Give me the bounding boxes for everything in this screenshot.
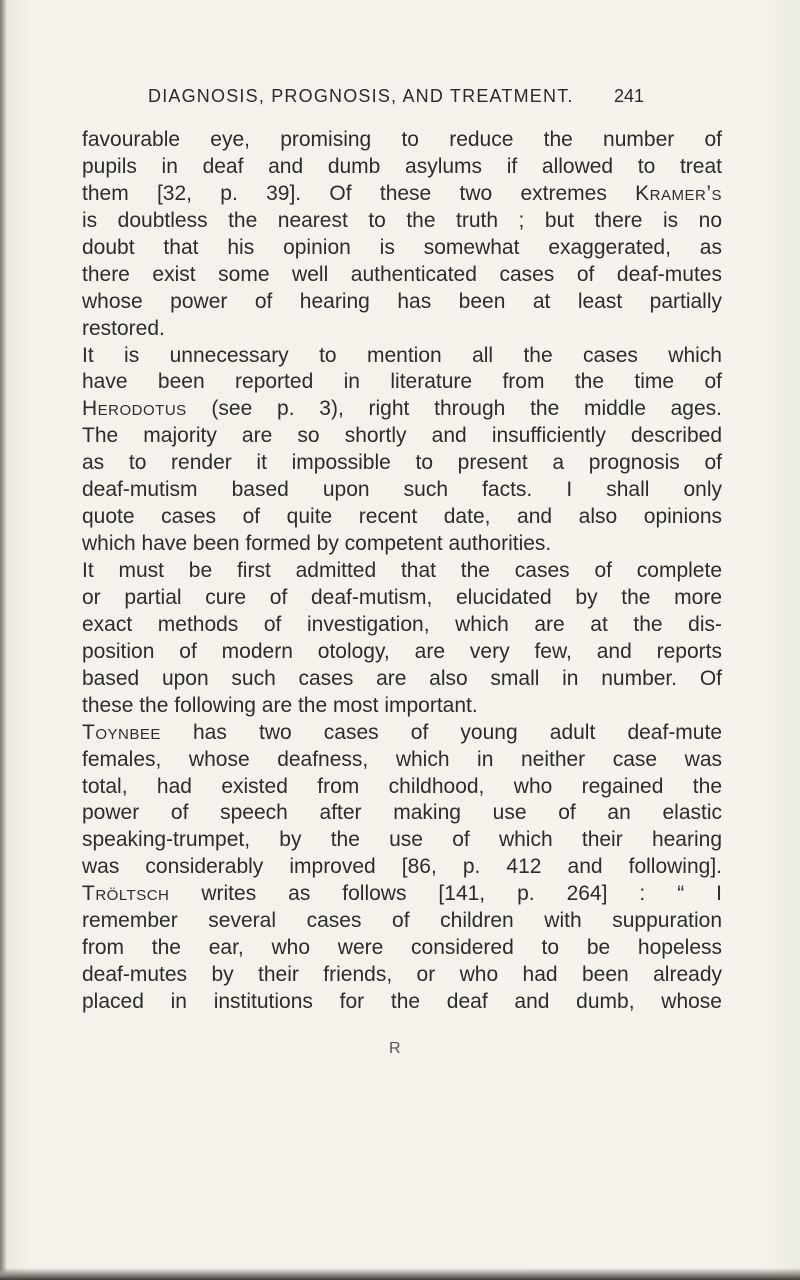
page-left-edge (0, 0, 7, 1280)
text-fragment: (see p. 3), right through the middle ages. (186, 397, 722, 421)
page-bottom-edge (0, 1268, 800, 1280)
text-line: or partial cure of deaf-mutism, elucidated by the more (82, 585, 722, 609)
running-head (148, 86, 698, 107)
author-name-herodotus: Herodotus (82, 397, 187, 421)
text-line (82, 720, 722, 747)
text-line: females, whose deafness, which in neither case was (82, 747, 722, 771)
author-name-toynbee: Toynbee (82, 720, 161, 744)
text-line: position of modern otology, are very few, and reports (82, 639, 722, 663)
text-line: deaf-mutism based upon such facts. I shall only (82, 478, 722, 502)
text-line: power of speech after making use of an elastic (82, 801, 722, 825)
body-text (82, 127, 722, 1016)
text-line: It is unnecessary to mention all the cases which (82, 343, 722, 367)
text-line: total, had existed from childhood, who regained the (82, 774, 722, 798)
text-line: from the ear, who were considered to be hopeless (82, 936, 722, 960)
text-line: based upon such cases are also small in number. Of (82, 666, 722, 690)
text-line: as to render it impossible to present a prognosis of (82, 451, 722, 475)
text-line: placed in institutions for the deaf and dumb, whose (82, 990, 722, 1013)
text-line: favourable eye, promising to reduce the number of (82, 128, 722, 151)
text-line: pupils in deaf and dumb asylums if allowed to treat (82, 154, 722, 178)
text-line: was considerably improved [86, p. 412 and following]. (82, 855, 722, 879)
text-line (82, 181, 722, 208)
signature-mark: R (389, 1040, 401, 1057)
text-line: which have been formed by competent authorities. (82, 532, 552, 556)
text-line: these the following are the most important. (82, 693, 478, 717)
text-line: whose power of hearing has been at least partially (82, 289, 722, 313)
text-line: quote cases of quite recent date, and also opinions (82, 505, 722, 529)
text-line: speaking-trumpet, by the use of which their hearing (82, 828, 722, 852)
text-line: is doubtless the nearest to the truth ; but there is no (82, 208, 722, 232)
text-line (82, 396, 722, 423)
text-line: restored. (82, 316, 165, 340)
text-line: The majority are so shortly and insufficiently described (82, 424, 722, 448)
text-line (82, 881, 722, 908)
text-line: have been reported in literature from the time of (82, 370, 722, 394)
text-fragment: writes as follows [141, p. 264] : “ I (169, 882, 722, 906)
author-name-kramer: Kramer’s (635, 181, 722, 205)
text-fragment: them [32, p. 39]. Of these two extremes (82, 181, 636, 205)
text-line: remember several cases of children with suppuration (82, 909, 722, 933)
page-number: 241 (614, 86, 645, 106)
text-line: deaf-mutes by their friends, or who had been already (82, 963, 722, 987)
text-line: It must be first admitted that the cases of complete (82, 559, 722, 582)
author-name-troltsch: Tröltsch (82, 882, 170, 906)
text-fragment: has two cases of young adult deaf-mute (160, 720, 722, 744)
text-line: doubt that his opinion is somewhat exaggerated, as (82, 235, 722, 259)
text-line: there exist some well authenticated cases of deaf-mutes (82, 262, 722, 286)
running-head-title: DIAGNOSIS, PROGNOSIS, AND TREATMENT. (148, 86, 574, 106)
text-line: exact methods of investigation, which are at the dis- (82, 612, 722, 636)
